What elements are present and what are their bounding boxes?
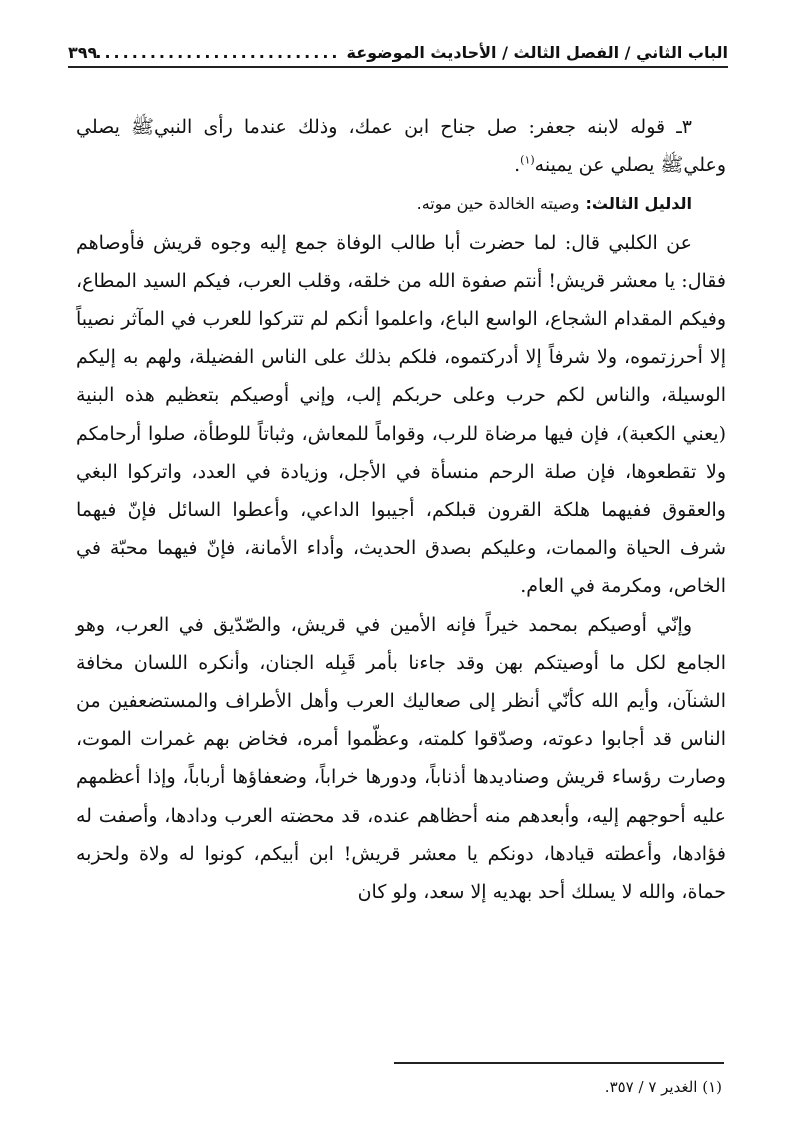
- main-text: [76, 108, 726, 911]
- footnote: (١) الغدير ٧ / ٣٥٧.: [604, 1078, 722, 1096]
- item-3-end: .: [514, 154, 521, 177]
- running-header: [68, 30, 728, 62]
- evidence-label: الدليل الثالث:: [585, 194, 692, 214]
- chapter-title: الباب الثاني / الفصل الثالث / الأحاديث الموضوعة: [346, 43, 728, 62]
- item-3-text: ٣ـ قوله لابنه جعفر: صل جناح ابن عمك، وذلك عندما رأى النبيﷺ يصلي وعليﷺ يصلي عن يمينه: [76, 116, 726, 177]
- footnote-ref: (١): [520, 153, 535, 167]
- footnote-rule: [394, 1062, 724, 1064]
- evidence-heading: [76, 184, 726, 223]
- header-rule: [68, 66, 728, 68]
- evidence-text: وصيته الخالدة حين موته.: [416, 194, 580, 214]
- paragraph-1: عن الكلبي قال: لما حضرت أبا طالب الوفاة جمع إليه وجوه قريش فأوصاهم فقال: يا معشر قريش! أنتم صفوة الله من خلقه، وقلب العرب، فيكم السيد المطاع، وفيكم المقدام الشجاع، الواسع الباع، واعلموا أنكم لم تتركوا للعرب في المآثر نصيباً إلا أحرزتموه، ولا شرفاً إلا أدركتموه، فلكم بذلك على الناس الفضيلة، ولهم به إليكم الوسيلة، والناس لكم حرب وعلى حربكم إلب، وإني أوصيكم بتعظيم هذه البنية (يعني الكعبة)، فإن فيها مرضاة للرب، وقواماً للمعاش، وثباتاً للوطأة، صلوا أرحامكم ولا تقطعوها، فإن صلة الرحم منسأة في الأجل، وزيادة في العدد، واتركوا البغي والعقوق ففيهما هلكة القرون قبلكم، أجيبوا الداعي، وأعطوا السائل فإنّ فيهما شرف الحياة والممات، وعليكم بصدق الحديث، وأداء الأمانة، فإنّ فيهما محبّة في الخاص، ومكرمة في العام.: [76, 231, 726, 598]
- leader-dots: [97, 43, 346, 62]
- page-number: ٣٩٩: [68, 43, 98, 62]
- item-3: [76, 108, 726, 184]
- paragraph-2: وإنّي أوصيكم بمحمد خيراً فإنه الأمين في قريش، والصّدّيق في العرب، وهو الجامع لكل ما أوصيتكم بهن وقد جاءنا بأمر قَبِله الجنان، وأنكره اللسان مخافة الشنآن، وأيم الله كأنّي أنظر إلى صعاليك العرب وأهل الأطراف والمستضعفين من الناس قد أجابوا دعوته، وصدّقوا كلمته، وعظّموا أمره، فخاض بهم غمرات الموت، وصارت رؤساء قريش وصناديدها أذناباً، ودورها خراباً، وضعفاؤها أرباباً، وإذا أعظمهم عليه أحوجهم إليه، وأبعدهم منه أحظاهم عنده، قد محضته العرب ودادها، وأصفت له فؤادها، وأعطته قيادها، دونكم يا معشر قريش! ابن أبيكم، كونوا له ولاة ولحزبه حماة، والله لا يسلك أحد بهديه إلا سعد، ولو كان: [76, 613, 726, 904]
